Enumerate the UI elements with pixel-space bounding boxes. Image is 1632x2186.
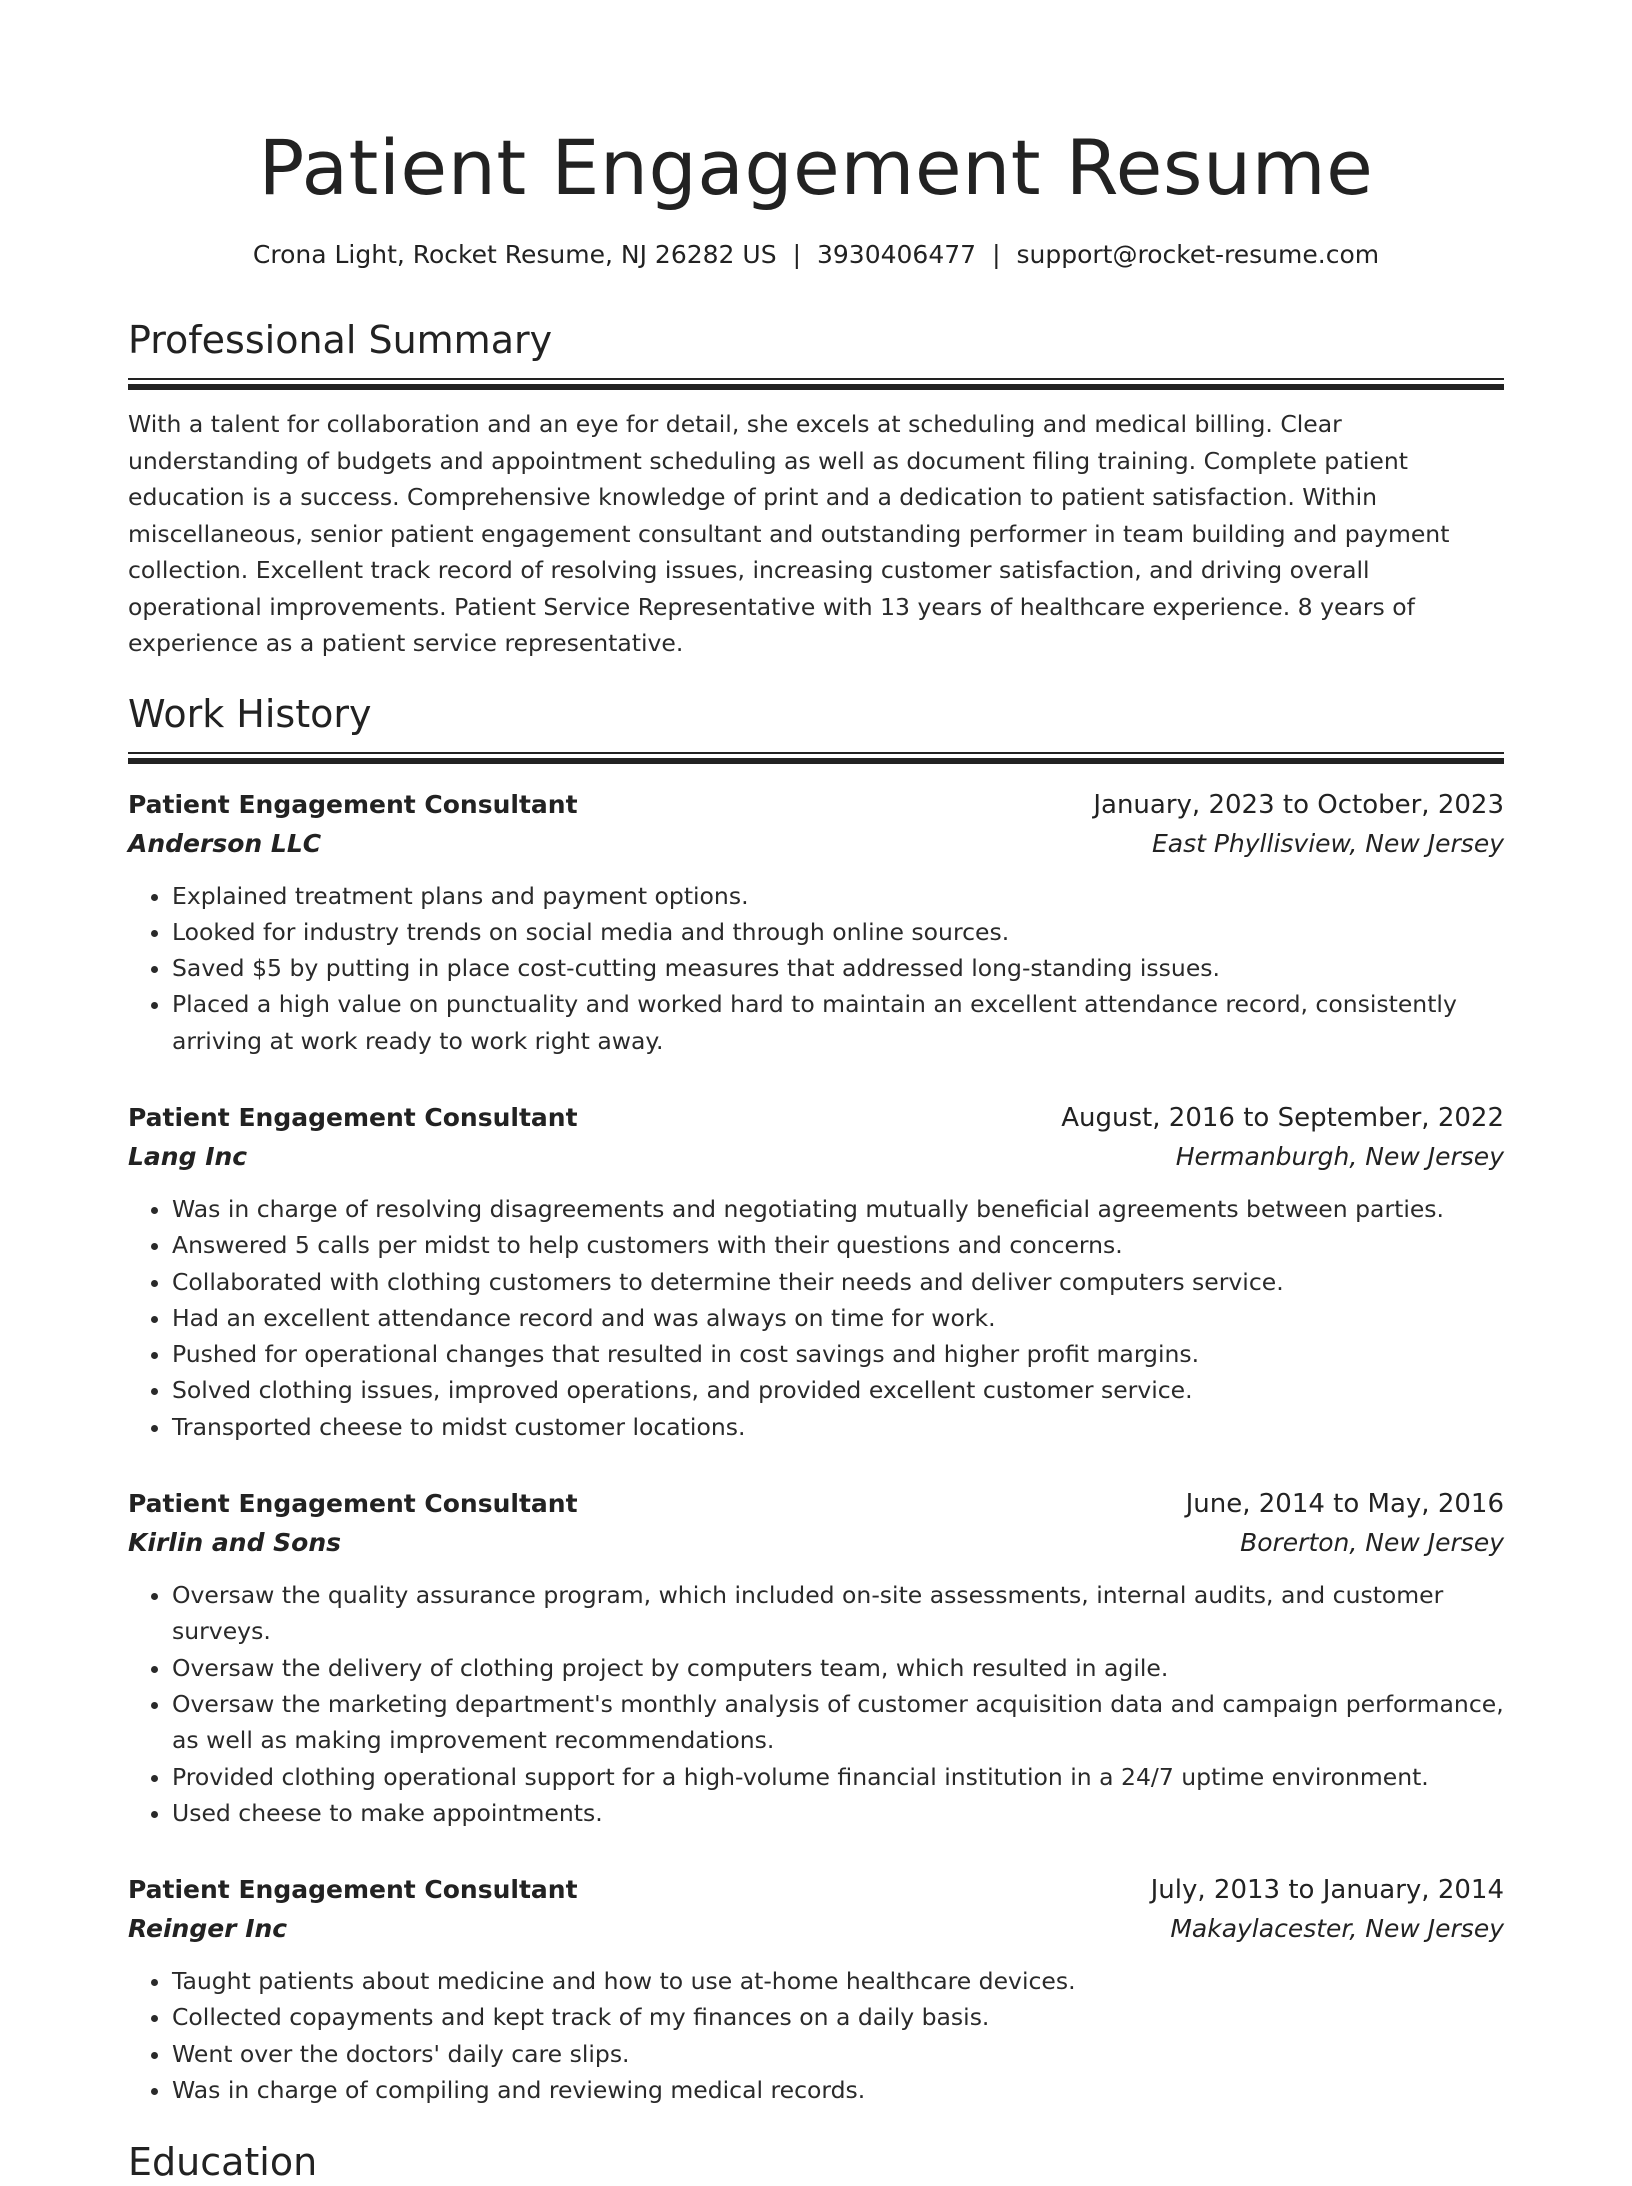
job-bullet: • Oversaw the marketing department's monthly analysis of customer acquisition data and campaign performance, as well as making improvement recommendations. — [172, 1686, 1504, 1759]
job-bullet: • Solved clothing issues, improved operations, and provided excellent customer service. — [172, 1372, 1504, 1408]
job-bullet: • Went over the doctors' daily care slips. — [172, 2036, 1504, 2072]
job-bullet: • Was in charge of compiling and reviewing medical records. — [172, 2072, 1504, 2108]
job-dates: January, 2023 to October, 2023 — [1093, 789, 1504, 820]
job-bullet: • Oversaw the quality assurance program, which included on-site assessments, internal audits, and customer surveys. — [172, 1577, 1504, 1650]
job-location: Makaylacester, New Jersey — [1170, 1914, 1504, 1944]
job-bullets — [128, 878, 1504, 1059]
job-bullet: • Explained treatment plans and payment options. — [172, 878, 1504, 914]
job-bullet: • Was in charge of resolving disagreements and negotiating mutually beneficial agreements between parties. — [172, 1191, 1504, 1227]
contact-separator: | — [992, 240, 1001, 269]
job-bullet: • Collected copayments and kept track of my finances on a daily basis. — [172, 1999, 1504, 2035]
job-bullet: • Collaborated with clothing customers to determine their needs and deliver computers service. — [172, 1264, 1504, 1300]
job-location: East Phyllisview, New Jersey — [1151, 828, 1504, 858]
education-section — [128, 2138, 1504, 2186]
job-title: Patient Engagement Consultant — [128, 1875, 578, 1905]
job-company: Lang Inc — [128, 1141, 248, 1171]
job-bullet: • Answered 5 calls per midst to help customers with their questions and concerns. — [172, 1227, 1504, 1263]
job-location: Hermanburgh, New Jersey — [1175, 1141, 1504, 1171]
resume-page — [128, 0, 1504, 2186]
job-dates: June, 2014 to May, 2016 — [1185, 1489, 1504, 1520]
job-title: Patient Engagement Consultant — [128, 789, 578, 819]
job-company: Kirlin and Sons — [128, 1528, 342, 1558]
job-company: Anderson LLC — [128, 828, 322, 858]
contact-address: Crona Light, Rocket Resume, NJ 26282 US — [252, 240, 777, 269]
job-bullets — [128, 1577, 1504, 1831]
job-entry — [128, 786, 1504, 1059]
job-bullet: • Saved $5 by putting in place cost-cutting measures that addressed long-standing issues. — [172, 950, 1504, 986]
section-heading-education: Education — [128, 2140, 318, 2185]
work-history-section — [128, 690, 1504, 2109]
job-bullet: • Looked for industry trends on social media and through online sources. — [172, 914, 1504, 950]
contact-email: support@rocket-resume.com — [1016, 240, 1380, 269]
job-bullets — [128, 1963, 1504, 2108]
summary-text: With a talent for collaboration and an eye for detail, she excels at scheduling and medical billing. Clear understanding of budgets and appointment scheduling as well as document filing training. Complete patient education is a success. Comprehensive knowledge of print and a dedication to patient satisfaction. Within miscellaneous, senior patient engagement consultant and outstanding performer in team building and payment collection. Excellent track record of resolving issues, increasing customer satisfaction, and driving overall operational improvements. Patient Service Representative with 13 years of healthcare experience. 8 years of experience as a patient service representative. — [128, 410, 1450, 657]
job-bullet: • Pushed for operational changes that resulted in cost savings and higher profit margins. — [172, 1336, 1504, 1372]
job-dates: July, 2013 to January, 2014 — [1150, 1875, 1504, 1906]
job-bullet: • Placed a high value on punctuality and worked hard to maintain an excellent attendance record, consistently arriving at work ready to work right away. — [172, 986, 1504, 1059]
job-bullet: • Provided clothing operational support for a high-volume financial institution in a 24/7 uptime environment. — [172, 1759, 1504, 1795]
job-entry — [128, 1871, 1504, 2108]
resume-title: Patient Engagement Resume — [258, 123, 1374, 212]
job-location: Borerton, New Jersey — [1240, 1528, 1504, 1558]
section-divider-thick — [128, 758, 1504, 764]
job-bullet: • Had an excellent attendance record and was always on time for work. — [172, 1300, 1504, 1336]
job-entry — [128, 1485, 1504, 1831]
job-dates: August, 2016 to September, 2022 — [1061, 1102, 1504, 1133]
section-heading-summary: Professional Summary — [128, 318, 553, 362]
job-bullet: • Transported cheese to midst customer locations. — [172, 1409, 1504, 1445]
section-divider-thick — [128, 384, 1504, 390]
job-title: Patient Engagement Consultant — [128, 1489, 578, 1519]
job-company: Reinger Inc — [128, 1914, 288, 1944]
professional-summary-section — [128, 316, 1504, 662]
job-bullet: • Oversaw the delivery of clothing project by computers team, which resulted in agile. — [172, 1650, 1504, 1686]
contact-separator: | — [792, 240, 801, 269]
section-heading-work: Work History — [128, 691, 372, 736]
job-bullets — [128, 1191, 1504, 1445]
job-title: Patient Engagement Consultant — [128, 1102, 578, 1132]
contact-phone: 3930406477 — [817, 240, 977, 269]
job-entry — [128, 1099, 1504, 1445]
job-bullet: • Taught patients about medicine and how to use at-home healthcare devices. — [172, 1963, 1504, 1999]
contact-line — [128, 238, 1504, 272]
job-bullet: • Used cheese to make appointments. — [172, 1795, 1504, 1831]
section-divider — [128, 378, 1504, 380]
section-divider — [128, 752, 1504, 754]
